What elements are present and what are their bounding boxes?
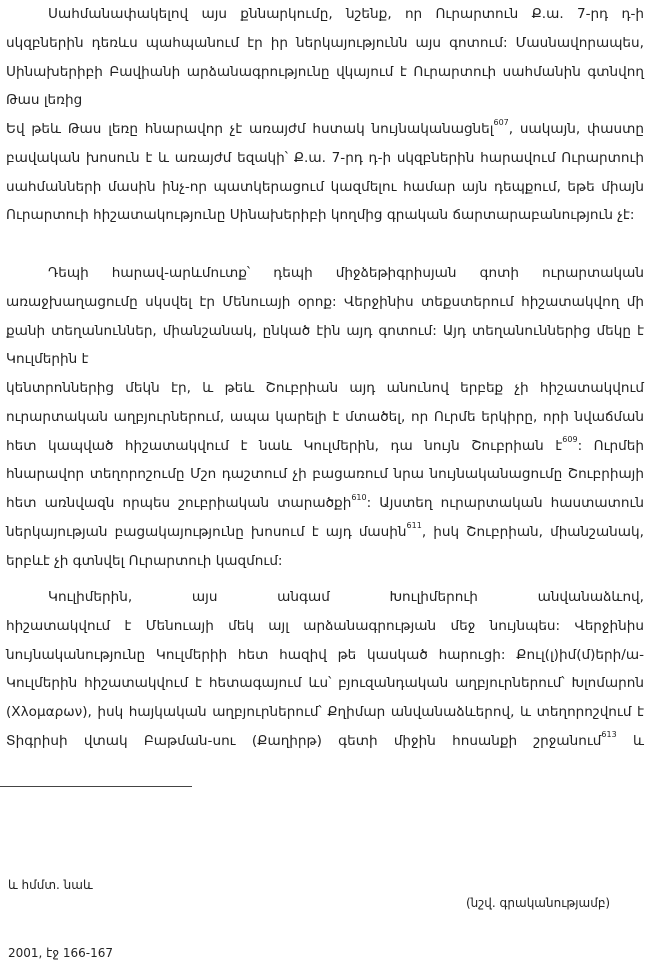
text-line: Թաս լեռից [6, 92, 83, 109]
text-line: Կուլմերին է [6, 351, 89, 368]
footnote-ref: 607 [493, 118, 509, 128]
text-line: սկզբներին դեռևս պահպանում էր իր ներկայությունն այս գոտում: Մասնավորապես, [6, 34, 644, 51]
paragraph-2 [6, 115, 644, 230]
text-line: (Χλομαρων), իսկ հայկական աղբյուրներում՝ Քղիմար անվանաձևերով, և տեղորոշվում է [6, 704, 644, 721]
text-line: ուրարտական աղբյուրներում, ապա կարելի է մտածել, որ Ուրմե երկիրը, որի նվաճման [6, 408, 644, 425]
footnote-divider [0, 786, 192, 787]
paragraph-4 [6, 374, 644, 576]
footnote-ref: 613 [601, 730, 617, 740]
text-line: առաջխաղացումը սկսվել էր Մենուայի օրոք: Վերջինիս տեքստերում հիշատակվող մի [6, 293, 644, 310]
text-line: Սահմանափակելով այս քննարկումը, նշենք, որ Ուրարտուն Ք.ա. 7-րդ դ-ի [48, 6, 644, 22]
paragraph-1 [6, 0, 644, 115]
text-line: սահմանների մասին ինչ-որ պատկերացում կազմելու համար այն դեպքում, եթե միայն [6, 178, 644, 195]
text-line: հետ կապված հիշատակվում է նաև Կուլմերին, դա նույն Շուբրիան է$^{609}$: Ուրմեի [6, 435, 644, 454]
text-line: ներկայության բացակայությունը խոսում է այդ մասին$^{611}$, իսկ Շուբրիան, միանշանակ, [6, 521, 644, 540]
text-line: հետ առնվազն որպես շուբրիական տարածքի$^{610}$: Այստեղ ուրարտական հաստատուն [6, 492, 644, 512]
paragraph-5 [6, 583, 644, 756]
text-line: քանի տեղանուններ, միանշանակ, ընկած էին այդ գոտում: Այդ տեղանուններից մեկը է [6, 322, 644, 339]
text-line: Կուլիմերին, այս անգամ Խուլիմերուի անվանաձևով, [48, 589, 644, 605]
text-line: Եվ թեև Թաս լեռը հնարավոր չէ առայժմ հստակ նույնականացնել$^{607}$, սակայն, փաստը [6, 118, 644, 137]
text-line: Տիգրիսի վտակ Բաթման-սու (Քաղիրթ) գետի միջին հոսանքի շրջանում$^{613}$ և [6, 730, 644, 749]
footnote-ref: 610 [351, 492, 367, 502]
paragraph-3 [6, 259, 644, 374]
text-line: հիշատակվում է Մենուայի մեկ այլ արձանագրության մեջ նույնպես: Վերջինիս [6, 617, 644, 634]
text-line: բավական խոսուն է և առայժմ եզակի՝ Ք.ա. 7-րդ դ-ի սկզբներին հարավում Ուրարտուի [6, 149, 644, 166]
footnote-ref: 611 [406, 521, 422, 531]
text-line: երբևէ չի գտնվել Ուրարտուի կազմում: [6, 552, 283, 569]
footnote-text: և հմմտ. նաև [8, 878, 93, 892]
footnote-text: 2001, էջ 166-167 [8, 946, 114, 960]
text-line: Դեպի հարավ-արևմուտք՝ դեպի միջձեթիգրիսյան գոտի ուրարտական [48, 265, 644, 281]
text-line: նույնականությունը Կուլմերիի հետ հազիվ թե կասկած հարուցի: Քուլ(լ)իմ(մ)երի/ա- [6, 646, 644, 663]
text-line: Սինախերիբի Բավիանի արձանագրությունը վկայում է Ուրարտուի սահմանին գտնվող [6, 63, 644, 80]
text-line: Կուլմերին հիշատակվում է հետագայում ևս՝ բյուզանդական աղբյուրներում՝ Խլոմարոն [6, 675, 644, 692]
text-line: հնարավոր տեղորոշումը Մշո դաշտում չի բացառում նրա նույնականացումը Շուբրիայի [6, 466, 644, 483]
footnote-text: (նշվ. գրականությամբ) [466, 896, 611, 910]
text-line: Ուրարտուի հիշատակությունը Սինախերիբի կողմից գրական ճարտարաբանություն չէ: [6, 207, 635, 224]
text-line: կենտրոններից մեկն էր, և թեև Շուբրիան այդ անունով երբեք չի հիշատակվում [6, 380, 644, 396]
footnote-ref: 609 [562, 435, 578, 445]
